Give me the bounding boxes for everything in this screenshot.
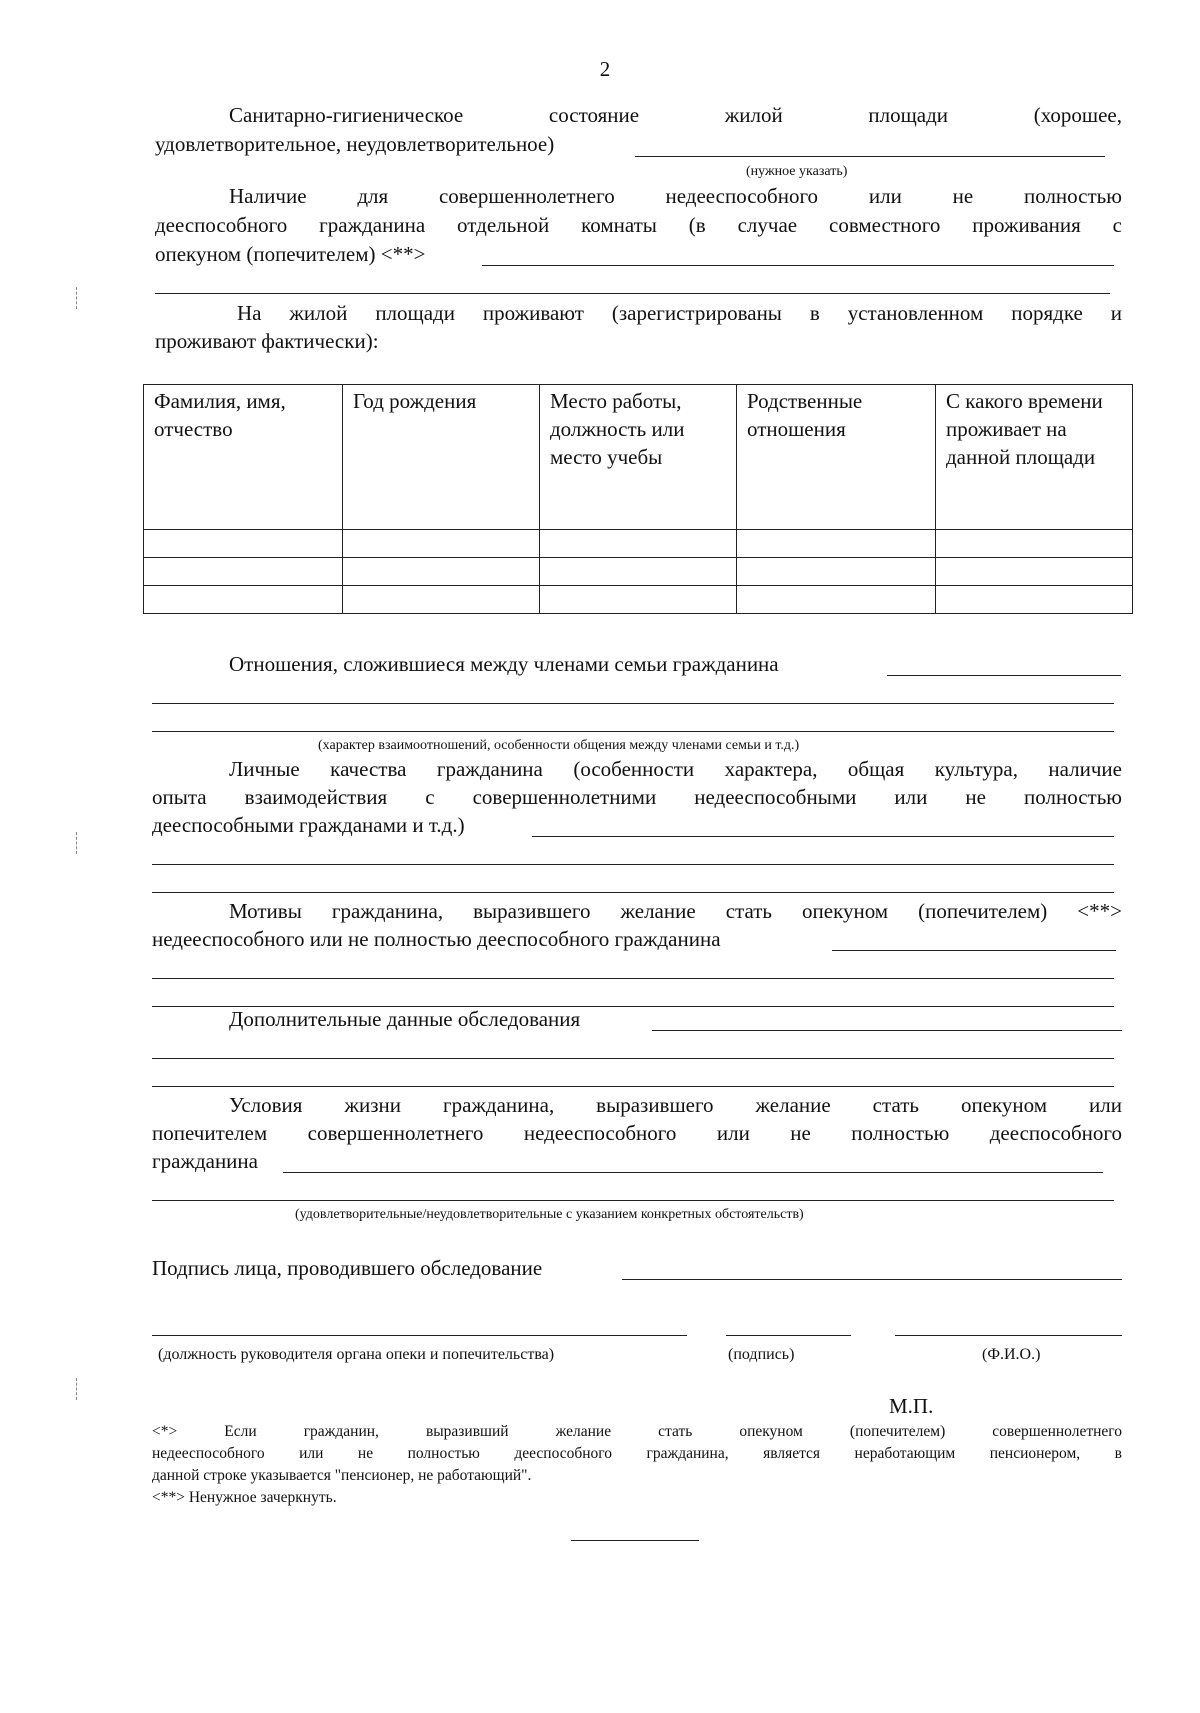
footnote-1-line-2: недееспособного или не полностью дееспособного гражданина, является неработающим пенсионером, в xyxy=(152,1445,1122,1462)
room-line-3: опекуном (попечителем) <**> xyxy=(155,242,426,266)
col-header-name: Фамилия, имя, отчество xyxy=(144,385,343,530)
sanitary-line-2: удовлетворительное, неудовлетворительное) xyxy=(155,132,555,156)
caption-sign: (подпись) xyxy=(728,1346,795,1363)
relations-input-line-2[interactable] xyxy=(152,703,1114,704)
personal-line-3: дееспособными гражданами и т.д.) xyxy=(152,813,465,837)
room-word: недееспособного xyxy=(665,184,819,208)
stamp-place: М.П. xyxy=(889,1394,934,1418)
room-word: для xyxy=(357,184,389,208)
conditions-line-2: попечителем совершеннолетнего недееспособного или не полностью дееспособного xyxy=(152,1121,1122,1145)
table-cell[interactable] xyxy=(144,586,343,614)
room-line-1 xyxy=(229,183,1122,210)
page-number: 2 xyxy=(599,57,611,81)
table-header-row xyxy=(144,385,1133,530)
table-cell[interactable] xyxy=(737,558,936,586)
table-cell[interactable] xyxy=(540,530,737,558)
sanitary-word: площади xyxy=(868,103,949,127)
col-header-birth-year: Год рождения xyxy=(343,385,540,530)
margin-mark xyxy=(76,832,78,854)
sign-input-line[interactable] xyxy=(726,1335,851,1336)
name-input-line[interactable] xyxy=(895,1335,1122,1336)
signature-label: Подпись лица, проводившего обследование xyxy=(152,1256,543,1280)
room-word: Наличие xyxy=(229,184,307,208)
table-cell[interactable] xyxy=(936,530,1133,558)
end-rule xyxy=(571,1540,699,1541)
residents-intro-line-1: На жилой площади проживают (зарегистрированы в установленном порядке и xyxy=(237,301,1122,325)
margin-mark xyxy=(76,1378,78,1400)
caption-position: (должность руководителя органа опеки и попечительства) xyxy=(158,1346,555,1363)
relations-input-line[interactable] xyxy=(887,675,1121,676)
signature-input-line[interactable] xyxy=(622,1279,1122,1280)
relations-label: Отношения, сложившиеся между членами семьи гражданина xyxy=(229,652,779,676)
residents-table xyxy=(143,384,1133,614)
sanitary-word: (хорошее, xyxy=(1033,103,1122,127)
sanitary-word: жилой xyxy=(724,103,783,127)
table-cell[interactable] xyxy=(936,558,1133,586)
table-cell[interactable] xyxy=(737,530,936,558)
table-cell[interactable] xyxy=(144,558,343,586)
additional-input-line-3[interactable] xyxy=(152,1086,1114,1087)
motives-input-line[interactable] xyxy=(832,950,1116,951)
room-word: или xyxy=(868,184,902,208)
motives-line-1: Мотивы гражданина, выразившего желание стать опекуном (попечителем) <**> xyxy=(229,899,1122,923)
table-cell[interactable] xyxy=(540,586,737,614)
personal-input-line-2[interactable] xyxy=(152,864,1114,865)
footnote-1-line-3: данной строке указывается "пенсионер, не работающий". xyxy=(152,1467,532,1484)
room-word: не xyxy=(952,184,974,208)
sanitary-word: состояние xyxy=(548,103,640,127)
col-header-since: С какого времени проживает на данной площади xyxy=(936,385,1133,530)
relations-input-line-3[interactable] xyxy=(152,731,1114,732)
motives-line-2: недееспособного или не полностью дееспособного гражданина xyxy=(152,927,721,951)
footnote-2: <**> Ненужное зачеркнуть. xyxy=(152,1489,337,1506)
conditions-line-1: Условия жизни гражданина, выразившего желание стать опекуном или xyxy=(229,1093,1122,1117)
table-cell[interactable] xyxy=(343,558,540,586)
room-line-2: дееспособного гражданина отдельной комнаты (в случае совместного проживания с xyxy=(155,213,1122,237)
room-input-line[interactable] xyxy=(482,265,1114,266)
table-cell[interactable] xyxy=(737,586,936,614)
personal-input-line-3[interactable] xyxy=(152,892,1114,893)
footnote-1-line-1: <*> Если гражданин, выразивший желание стать опекуном (попечителем) совершеннолетнего xyxy=(152,1423,1122,1440)
table-cell[interactable] xyxy=(144,530,343,558)
room-input-line-2[interactable] xyxy=(155,293,1110,294)
room-word: полностью xyxy=(1023,184,1122,208)
additional-label: Дополнительные данные обследования xyxy=(229,1007,581,1031)
additional-input-line[interactable] xyxy=(652,1030,1122,1031)
table-row xyxy=(144,530,1133,558)
caption-name: (Ф.И.О.) xyxy=(982,1346,1041,1363)
sanitary-hint: (нужное указать) xyxy=(746,164,848,179)
position-input-line[interactable] xyxy=(152,1335,687,1336)
conditions-input-line[interactable] xyxy=(283,1172,1103,1173)
personal-line-1: Личные качества гражданина (особенности характера, общая культура, наличие xyxy=(229,757,1122,781)
table-cell[interactable] xyxy=(343,530,540,558)
personal-line-2: опыта взаимодействия с совершеннолетними недееспособными или не полностью xyxy=(152,785,1122,809)
margin-mark xyxy=(76,287,78,309)
room-word: совершеннолетнего xyxy=(438,184,615,208)
personal-input-line[interactable] xyxy=(532,836,1114,837)
table-row xyxy=(144,586,1133,614)
sanitary-line-1 xyxy=(229,102,1122,129)
table-cell[interactable] xyxy=(540,558,737,586)
col-header-work: Место работы, должность или место учебы xyxy=(540,385,737,530)
table-cell[interactable] xyxy=(343,586,540,614)
additional-input-line-2[interactable] xyxy=(152,1058,1114,1059)
table-cell[interactable] xyxy=(936,586,1133,614)
conditions-hint: (удовлетворительные/неудовлетворительные с указанием конкретных обстоятельств) xyxy=(295,1207,804,1222)
conditions-input-line-2[interactable] xyxy=(152,1200,1114,1201)
conditions-line-3: гражданина xyxy=(152,1149,258,1173)
motives-input-line-2[interactable] xyxy=(152,978,1114,979)
sanitary-input-line[interactable] xyxy=(635,156,1105,157)
sanitary-word: Санитарно-гигиеническое xyxy=(229,103,464,127)
residents-intro-line-2: проживают фактически): xyxy=(155,329,379,353)
col-header-relation: Родственные отношения xyxy=(737,385,936,530)
relations-hint: (характер взаимоотношений, особенности общения между членами семьи и т.д.) xyxy=(318,738,800,753)
table-row xyxy=(144,558,1133,586)
